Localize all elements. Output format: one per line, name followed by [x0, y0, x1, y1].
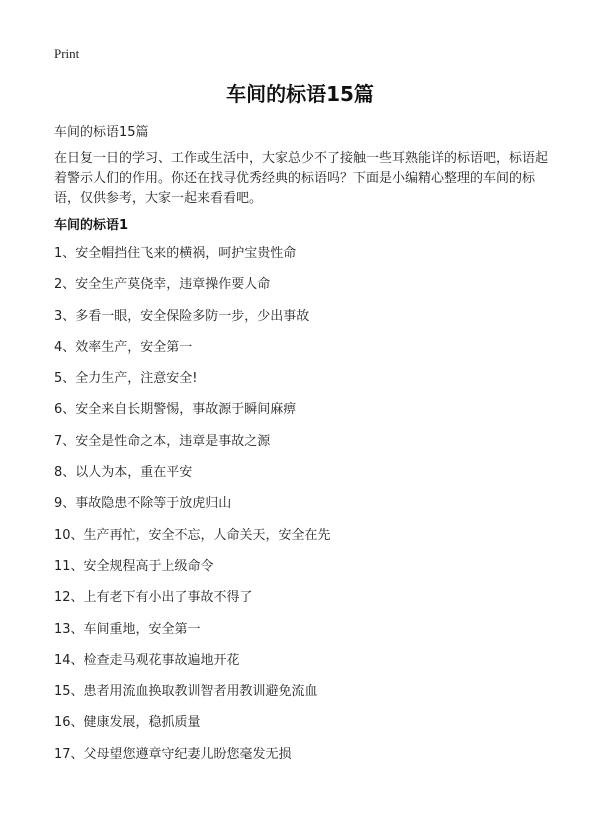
slogan-item: 1、安全帽挡住飞来的横祸，呵护宝贵性命 — [54, 246, 297, 261]
slogan-item: 6、安全来自长期警惕，事故源于瞬间麻痹 — [54, 402, 297, 418]
intro-paragraph: 在日复一日的学习、工作或生活中，大家总少不了接触一些耳熟能详的标语吧，标语起着警示人们的作用。你还在找寻优秀经典的标语吗？下面是小编精心整理的车间的标语，仅供参考，大家一起来看看吧。 — [54, 151, 549, 206]
slogan-item: 13、车间重地，安全第一 — [54, 621, 201, 637]
slogan-item: 3、多看一眼，安全保险多防一步，少出事故 — [54, 308, 310, 324]
slogan-list — [54, 244, 331, 776]
print-link[interactable]: Print — [54, 46, 80, 61]
slogan-item: 7、安全是性命之本，违章是事故之源 — [54, 433, 271, 449]
page-title: 车间的标语15篇 — [226, 82, 374, 106]
slogan-item: 17、父母望您遵章守纪妻儿盼您毫发无损 — [54, 746, 292, 762]
subtitle: 车间的标语15篇 — [54, 125, 149, 140]
slogan-item: 4、效率生产，安全第一 — [54, 339, 193, 355]
slogan-item: 16、健康发展，稳抓质量 — [54, 715, 201, 731]
slogan-item: 12、上有老下有小出了事故不得了 — [54, 590, 253, 606]
slogan-item: 8、以人为本，重在平安 — [54, 465, 193, 481]
slogan-item: 10、生产再忙，安全不忘，人命关天，安全在先 — [54, 527, 331, 543]
slogan-item: 15、患者用流血换取教训智者用教训避免流血 — [54, 684, 318, 700]
slogan-item: 2、安全生产莫侥幸，违章操作要人命 — [54, 277, 271, 293]
slogan-item: 14、检查走马观花事故遍地开花 — [54, 652, 240, 668]
slogan-item: 9、事故隐患不除等于放虎归山 — [54, 496, 232, 512]
section-heading: 车间的标语1 — [54, 218, 129, 233]
slogan-item: 11、安全规程高于上级命令 — [54, 558, 214, 574]
slogan-item: 5、全力生产，注意安全! — [54, 371, 198, 387]
